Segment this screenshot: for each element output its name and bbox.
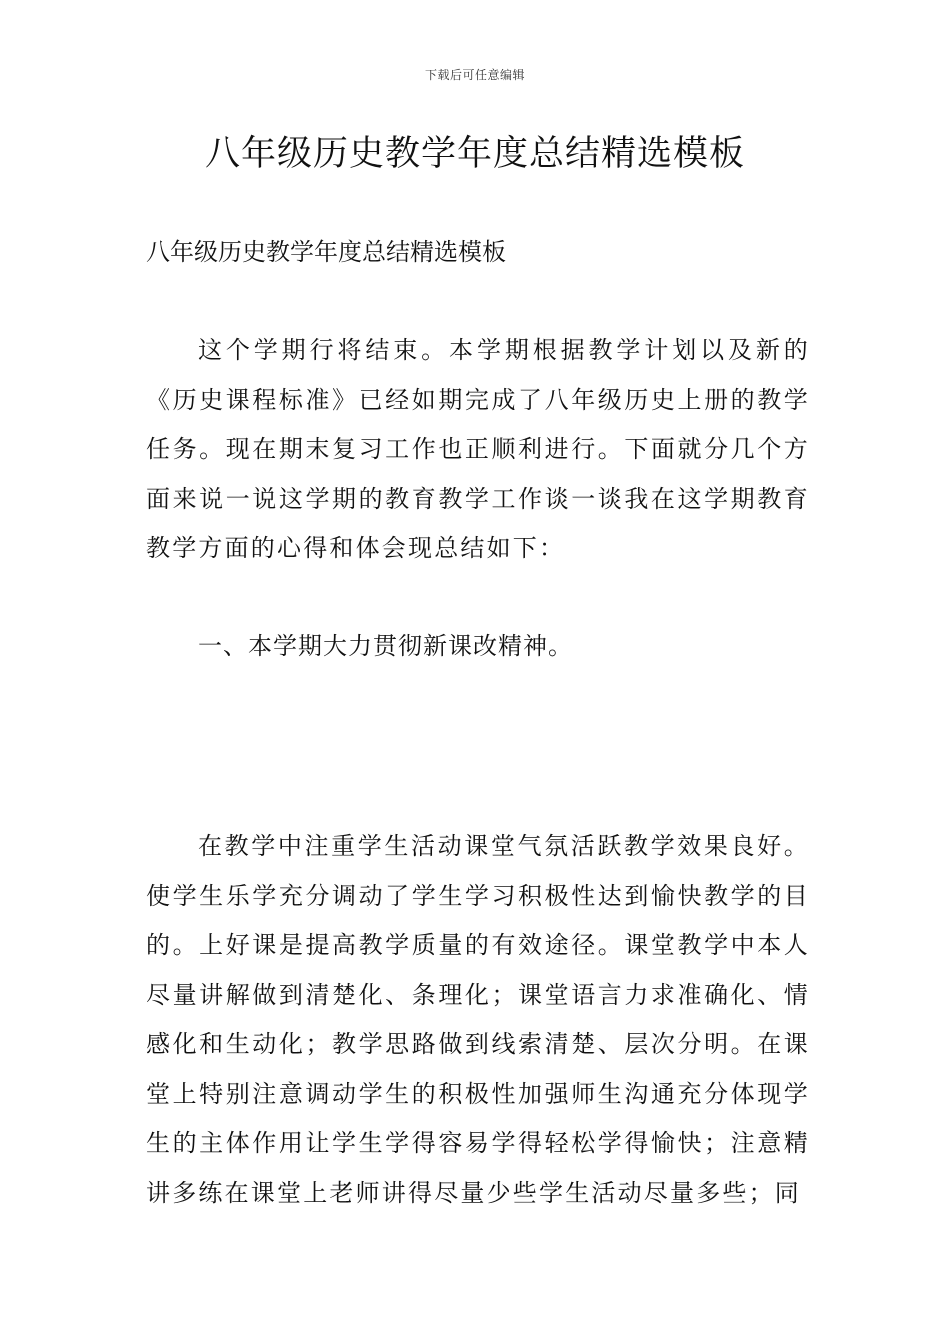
- document-title: 八年级历史教学年度总结精选模板: [204, 134, 745, 174]
- intro-paragraph: 这个学期行将结束。本学期根据教学计划以及新的《历史课程标准》已经如期完成了八年级历史上册的教学任务。现在期末复习工作也正顺利进行。下面就分几个方面来说一说这学期的教育教学工作谈一谈我在这学期教育教学方面的心得和体会现总结如下：: [146, 336, 810, 562]
- header-note: 下载后可任意编辑: [424, 68, 525, 82]
- body-paragraph: 在教学中注重学生活动课堂气氛活跃教学效果良好。使学生乐学充分调动了学生学习积极性达到愉快教学的目的。上好课是提高教学质量的有效途径。课堂教学中本人尽量讲解做到清楚化、条理化；课堂语言力求准确化、情感化和生动化；教学思路做到线索清楚、层次分明。在课堂上特别注意调动学生的积极性加强师生沟通充分体现学生的主体作用让学生学得容易学得轻松学得愉快；注意精讲多练在课堂上老师讲得尽量少些学生活动尽量多些；同: [146, 832, 810, 1207]
- section-heading: 一、本学期大力贯彻新课改精神。: [198, 632, 573, 660]
- document-subtitle: 八年级历史教学年度总结精选模板: [146, 238, 506, 266]
